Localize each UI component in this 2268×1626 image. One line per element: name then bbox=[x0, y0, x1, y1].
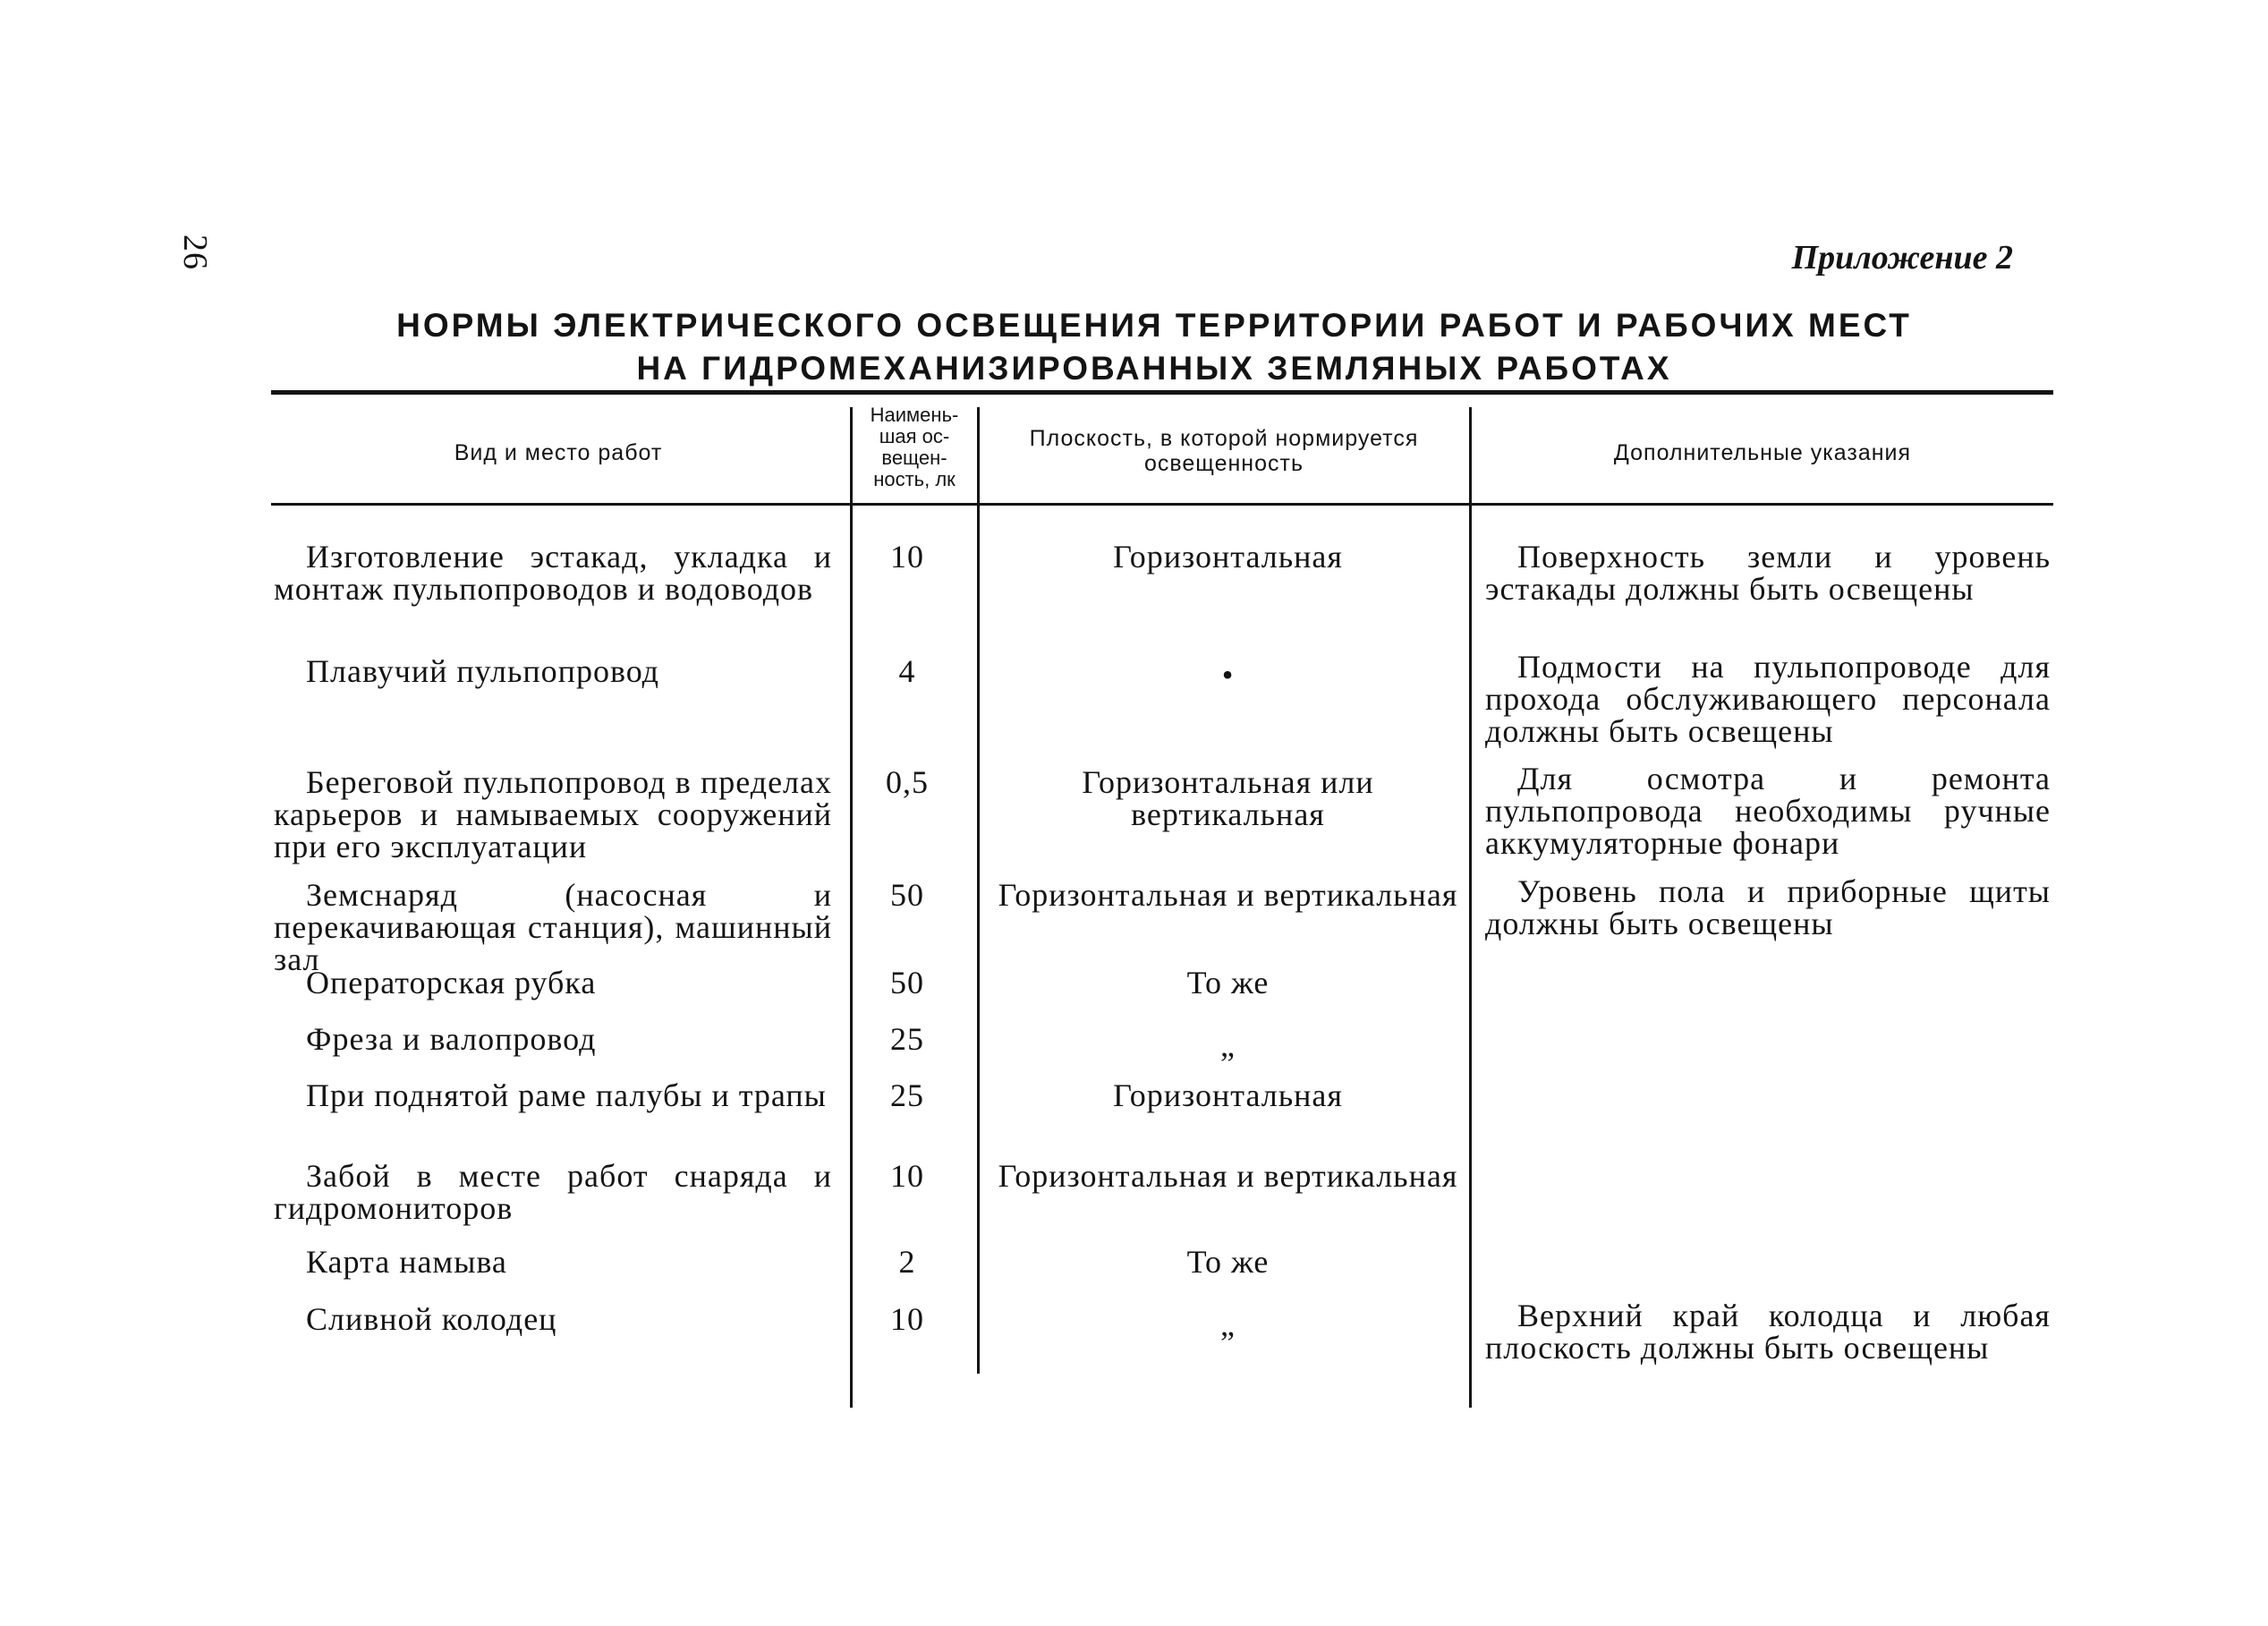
table-row-6-work: Фреза и валопровод bbox=[306, 1021, 597, 1057]
table-row-3-notes: Для осмотра и ремонта пульпопровода необходимы ручные аккумуляторные фонари bbox=[1485, 761, 2051, 861]
table-row-1-work: Изготовление эстакад, укладка и монтаж пульпопроводов и водоводов bbox=[274, 539, 832, 607]
column-header-plane: Плоскость, в которой нормируется освещенность bbox=[1029, 426, 1419, 476]
column-header-illuminance: Наимень- шая ос- вещен- ность, лк bbox=[870, 404, 959, 490]
table-row-3-plane: Горизонтальная или вертикальная bbox=[1082, 764, 1374, 832]
table-row-4-plane: Горизонтальная и вертикальная bbox=[998, 877, 1458, 913]
table-top-rule bbox=[271, 390, 2053, 395]
table-row-4-work: Земснаряд (насосная и перекачивающая станция), машинный зал bbox=[274, 877, 832, 977]
table-row-7-work: При поднятой раме палубы и трапы bbox=[306, 1077, 827, 1113]
column-header-notes: Дополнительные указания bbox=[1613, 440, 1912, 465]
table-row-1-notes: Поверхность земли и уровень эстакады должны быть освещены bbox=[1485, 539, 2051, 607]
page-number: 26 bbox=[176, 234, 214, 270]
table-row-5-plane: То же bbox=[1186, 965, 1270, 1000]
table-row-8-illuminance: 10 bbox=[890, 1158, 924, 1194]
column-divider-1 bbox=[850, 407, 853, 1408]
column-divider-2 bbox=[977, 407, 980, 1374]
table-row-5-illuminance: 50 bbox=[890, 965, 924, 1000]
table-row-7-illuminance: 25 bbox=[890, 1077, 924, 1113]
table-row-4-notes: Уровень пола и приборные щиты должны быть освещены bbox=[1485, 873, 2051, 941]
table-row-9-plane: То же bbox=[1186, 1244, 1270, 1280]
table-row-8-plane: Горизонтальная и вертикальная bbox=[998, 1158, 1458, 1194]
table-row-2-notes: Подмости на пульпопроводе для прохода обслуживающего персонала должны быть освещены bbox=[1485, 649, 2051, 749]
table-row-9-illuminance: 2 bbox=[898, 1244, 916, 1280]
table-row-5-work: Операторская рубка bbox=[306, 965, 597, 1000]
table-row-10-work: Сливной колодец bbox=[306, 1301, 557, 1337]
table-row-7-plane: Горизонтальная bbox=[1113, 1077, 1343, 1113]
table-row-1-plane: Горизонтальная bbox=[1113, 539, 1343, 575]
table-row-10-illuminance: 10 bbox=[890, 1301, 924, 1337]
table-row-3-illuminance: 0,5 bbox=[886, 764, 929, 800]
table-row-4-illuminance: 50 bbox=[890, 877, 924, 913]
table-row-6-illuminance: 25 bbox=[890, 1021, 924, 1057]
table-row-2-plane: • bbox=[1221, 657, 1235, 693]
table-row-2-work: Плавучий пульпопровод bbox=[306, 653, 659, 689]
column-header-work: Вид и место работ bbox=[454, 440, 663, 465]
page-title-line-2: НА ГИДРОМЕХАНИЗИРОВАННЫХ ЗЕМЛЯНЫХ РАБОТАХ bbox=[636, 350, 1672, 387]
appendix-label: Приложение 2 bbox=[1791, 239, 2013, 277]
page-title-line-1: НОРМЫ ЭЛЕКТРИЧЕСКОГО ОСВЕЩЕНИЯ ТЕРРИТОРИИ РАБОТ И РАБОЧИХ МЕСТ bbox=[396, 307, 1912, 344]
table-row-1-illuminance: 10 bbox=[890, 539, 924, 575]
table-row-10-notes: Верхний край колодца и любая плоскость должны быть освещены bbox=[1485, 1298, 2051, 1366]
table-row-3-work: Береговой пульпопровод в пределах карьеров и намываемых сооружений при его эксплуатации bbox=[274, 764, 832, 864]
table-row-10-plane: „ bbox=[1220, 1307, 1236, 1342]
table-header-rule bbox=[271, 503, 2053, 506]
table-row-8-work: Забой в месте работ снаряда и гидромониторов bbox=[274, 1158, 832, 1226]
table-row-9-work: Карта намыва bbox=[306, 1244, 507, 1280]
table-row-2-illuminance: 4 bbox=[898, 653, 916, 689]
table-row-6-plane: „ bbox=[1220, 1027, 1236, 1063]
